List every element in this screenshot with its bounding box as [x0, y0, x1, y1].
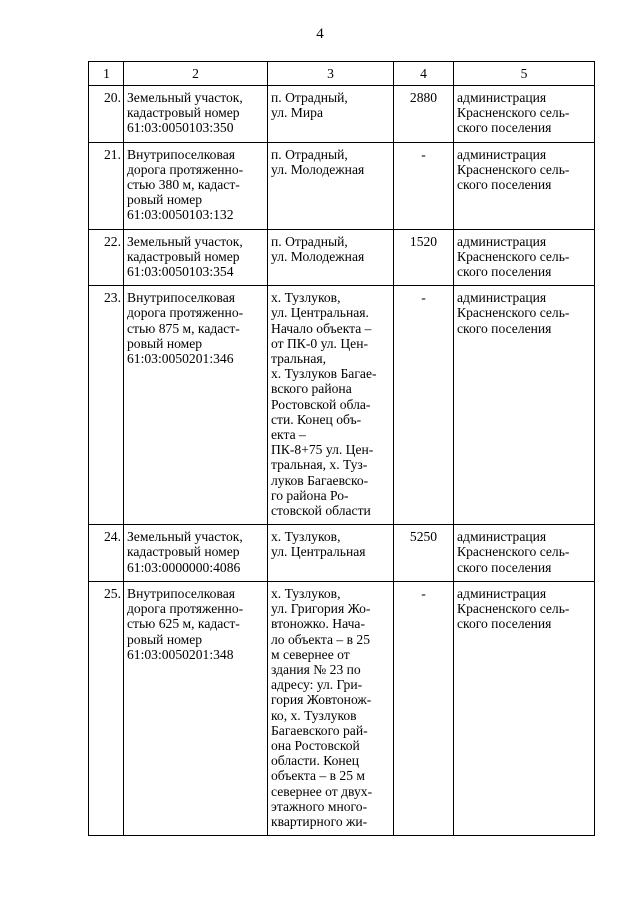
holder-line: Красненского сель- [457, 601, 570, 617]
object-address [268, 142, 394, 229]
address-line: севернее от двух- [271, 783, 373, 799]
holder-line: Красненского сель- [457, 544, 570, 560]
row-number: 22. [89, 229, 124, 286]
object-address [268, 581, 394, 835]
object-area: - [394, 142, 454, 229]
table-row [89, 525, 595, 582]
header-col-1: 1 [89, 62, 124, 86]
object-address [268, 286, 394, 525]
object-line: ровый номер [127, 631, 203, 647]
address-line: гория Жовтонож- [271, 692, 372, 708]
address-line: тральная, х. Туз- [271, 457, 368, 473]
rights-holder [454, 229, 595, 286]
object-line: Земельный участок, [127, 233, 243, 249]
holder-line: ского поселения [457, 120, 552, 136]
object-line: кадастровый номер [127, 248, 240, 264]
object-line: 61:03:0050103:350 [127, 120, 234, 136]
address-line: Начало объекта – [271, 320, 372, 336]
address-line: области. Конец [271, 753, 360, 769]
address-line: х. Тузлуков Багае- [271, 366, 377, 382]
object-description [124, 286, 268, 525]
object-description [124, 86, 268, 143]
holder-line: администрация [457, 585, 547, 601]
object-line: Внутрипоселковая [127, 585, 235, 601]
object-address [268, 525, 394, 582]
holder-line: администрация [457, 233, 547, 249]
object-line: кадастровый номер [127, 544, 240, 560]
holder-line: администрация [457, 290, 547, 306]
object-address [268, 229, 394, 286]
holder-line: администрация [457, 90, 547, 105]
object-line: Внутрипоселковая [127, 146, 235, 162]
object-description [124, 525, 268, 582]
object-line: 61:03:0000000:4086 [127, 559, 241, 575]
address-line: она Ростовской [271, 737, 360, 753]
table-row [89, 286, 595, 525]
table-body [89, 86, 595, 836]
object-line: дорога протяженно- [127, 305, 244, 321]
object-line: 61:03:0050103:132 [127, 207, 234, 223]
address-line: ул. Центральная. [271, 305, 369, 321]
address-line: ул. Мира [271, 105, 323, 121]
address-line: ул. Молодежная [271, 248, 365, 264]
rights-holder [454, 286, 595, 525]
holder-line: ского поселения [457, 320, 552, 336]
address-line: здания № 23 по [271, 661, 361, 677]
object-line: 61:03:0050201:346 [127, 351, 234, 367]
address-line: п. Отрадный, [271, 90, 348, 105]
address-line: ко, х. Тузлуков [271, 707, 357, 723]
object-description [124, 142, 268, 229]
address-line: х. Тузлуков, [271, 529, 341, 545]
holder-line: администрация [457, 146, 547, 162]
address-line: Ростовской обла- [271, 396, 371, 412]
holder-line: ского поселения [457, 177, 552, 193]
header-col-4: 4 [394, 62, 454, 86]
row-number: 21. [89, 142, 124, 229]
holder-line: Красненского сель- [457, 105, 570, 121]
rights-holder [454, 142, 595, 229]
row-number: 25. [89, 581, 124, 835]
object-line: Внутрипоселковая [127, 290, 235, 306]
address-line: этажного много- [271, 798, 368, 814]
object-line: 61:03:0050103:354 [127, 264, 234, 280]
holder-line: Красненского сель- [457, 248, 570, 264]
object-line: Земельный участок, [127, 529, 243, 545]
table-row [89, 229, 595, 286]
object-line: дорога протяженно- [127, 601, 244, 617]
object-area: 1520 [394, 229, 454, 286]
address-line: ло объекта – в 25 [271, 631, 370, 647]
holder-line: администрация [457, 529, 547, 545]
address-line: от ПК-0 ул. Цен- [271, 335, 368, 351]
row-number: 24. [89, 525, 124, 582]
address-line: втоножко. Нача- [271, 616, 365, 632]
row-number: 20. [89, 86, 124, 143]
object-line: кадастровый номер [127, 105, 240, 121]
address-line: вского района [271, 381, 352, 397]
object-line: стью 625 м, кадаст- [127, 616, 240, 632]
address-line: квартирного жи- [271, 813, 368, 829]
address-line: адресу: ул. Гри- [271, 677, 363, 693]
address-line: стовской области [271, 503, 371, 519]
rights-holder [454, 525, 595, 582]
address-line: п. Отрадный, [271, 233, 348, 249]
address-line: ул. Григория Жо- [271, 601, 371, 617]
address-line: п. Отрадный, [271, 146, 348, 162]
address-line: м севернее от [271, 646, 350, 662]
address-line: Багаевского рай- [271, 722, 368, 738]
holder-line: ского поселения [457, 559, 552, 575]
page-number: 4 [316, 26, 324, 42]
rights-holder [454, 86, 595, 143]
object-line: ровый номер [127, 192, 203, 208]
object-description [124, 229, 268, 286]
row-number: 23. [89, 286, 124, 525]
table-header-row [89, 62, 595, 86]
address-line: ул. Молодежная [271, 161, 365, 177]
object-line: стью 875 м, кадаст- [127, 320, 240, 336]
object-line: ровый номер [127, 335, 203, 351]
address-line: тральная, [271, 351, 326, 367]
header-col-3: 3 [268, 62, 394, 86]
object-area: 5250 [394, 525, 454, 582]
table-row [89, 86, 595, 143]
object-line: Земельный участок, [127, 90, 243, 105]
object-line: стью 380 м, кадаст- [127, 177, 240, 193]
address-line: объекта – в 25 м [271, 768, 366, 784]
object-line: дорога протяженно- [127, 161, 244, 177]
header-col-2: 2 [124, 62, 268, 86]
rights-holder [454, 581, 595, 835]
address-line: х. Тузлуков, [271, 585, 341, 601]
address-line: ПК-8+75 ул. Цен- [271, 442, 374, 458]
object-area: 2880 [394, 86, 454, 143]
property-registry-table [88, 61, 595, 836]
holder-line: Красненского сель- [457, 161, 570, 177]
holder-line: ского поселения [457, 616, 552, 632]
object-area: - [394, 286, 454, 525]
object-description [124, 581, 268, 835]
holder-line: Красненского сель- [457, 305, 570, 321]
address-line: луков Багаевско- [271, 472, 369, 488]
holder-line: ского поселения [457, 264, 552, 280]
address-line: х. Тузлуков, [271, 290, 341, 306]
address-line: ул. Центральная [271, 544, 366, 560]
object-area: - [394, 581, 454, 835]
header-col-5: 5 [454, 62, 595, 86]
address-line: сти. Конец объ- [271, 411, 362, 427]
address-line: екта – [271, 427, 306, 443]
table-row [89, 142, 595, 229]
object-line: 61:03:0050201:348 [127, 646, 234, 662]
address-line: го района Ро- [271, 487, 349, 503]
object-address [268, 86, 394, 143]
table-row [89, 581, 595, 835]
